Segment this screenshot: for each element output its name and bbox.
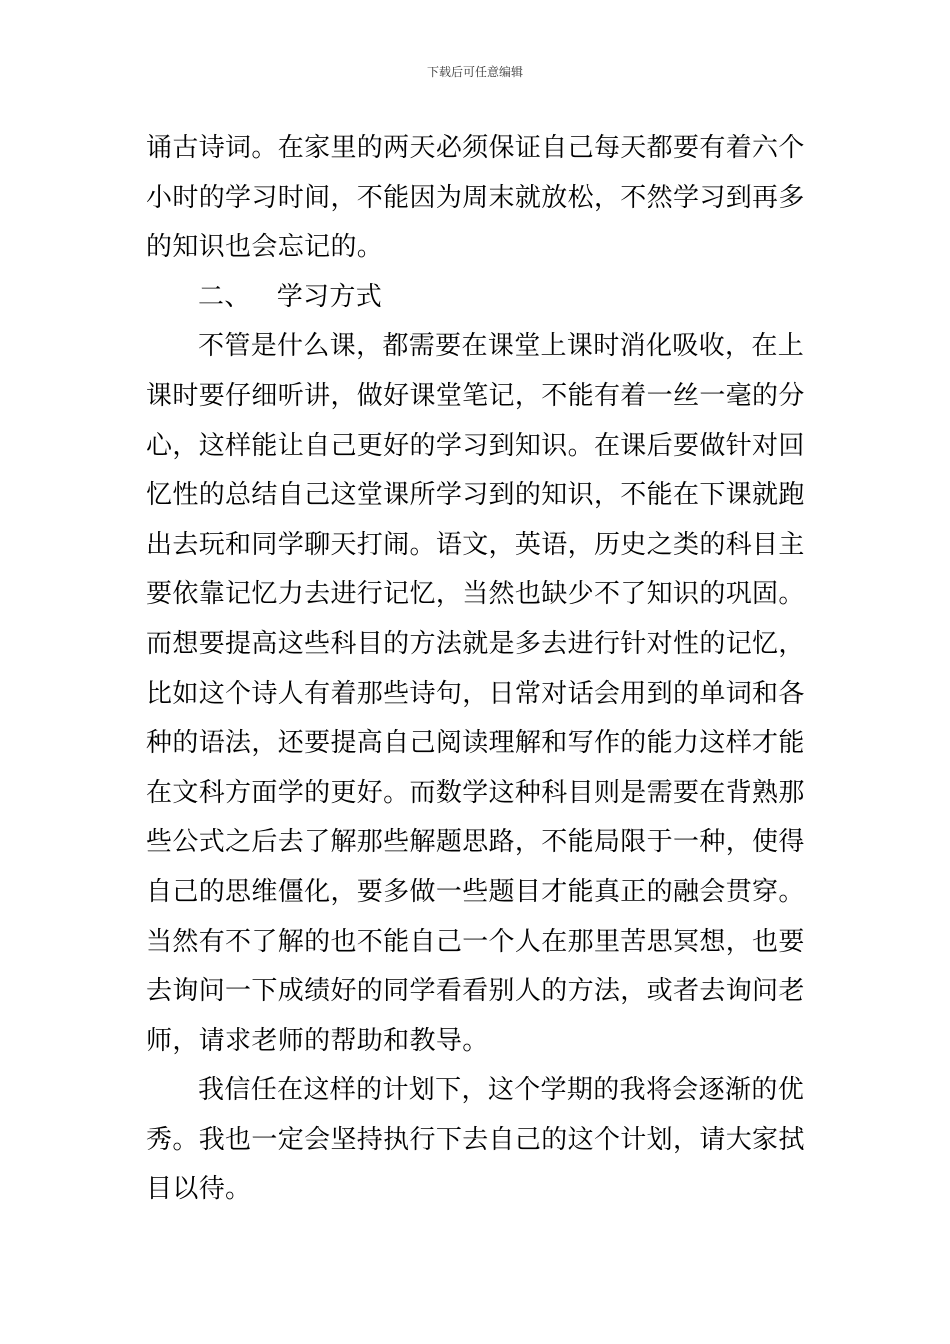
body-line: 些公式之后去了解那些解题思路，不能局限于一种，使得 <box>146 827 805 858</box>
body-line: 课时要仔细听讲，做好课堂笔记，不能有着一丝一毫的分 <box>146 380 805 411</box>
body-line: 师，请求老师的帮助和教导。 <box>146 1025 489 1056</box>
body-line: 当然有不了解的也不能自己一个人在那里苦思冥想，也要 <box>146 926 805 957</box>
document-body <box>146 124 806 1215</box>
body-line: 种的语法，还要提高自己阅读理解和写作的能力这样才能 <box>146 728 805 759</box>
body-line: 秀。我也一定会坚持执行下去自己的这个计划，请大家拭 <box>146 1124 805 1155</box>
body-line: 目以待。 <box>146 1174 252 1205</box>
body-line: 诵古诗词。在家里的两天必须保证自己每天都要有着六个 <box>146 133 805 163</box>
paragraph-first-line: 不管是什么课，都需要在课堂上课时消化吸收，在上 <box>198 331 805 362</box>
body-line: 小时的学习时间，不能因为周末就放松，不然学习到再多 <box>146 182 805 213</box>
body-line: 心，这样能让自己更好的学习到知识。在课后要做针对回 <box>146 430 805 461</box>
section-number: 二、 <box>198 281 251 312</box>
section-heading <box>146 273 806 323</box>
body-line: 自己的思维僵化，要多做一些题目才能真正的融会贯穿。 <box>146 876 805 907</box>
body-line: 而想要提高这些科目的方法就是多去进行针对性的记忆， <box>146 628 805 659</box>
body-line: 在文科方面学的更好。而数学这种科目则是需要在背熟那 <box>146 777 805 808</box>
body-line: 比如这个诗人有着那些诗句，日常对话会用到的单词和各 <box>146 678 805 709</box>
body-line: 要依靠记忆力去进行记忆，当然也缺少不了知识的巩固。 <box>146 579 805 610</box>
body-line: 忆性的总结自己这堂课所学习到的知识，不能在下课就跑 <box>146 480 805 511</box>
paragraph-first-line: 我信任在这样的计划下，这个学期的我将会逐渐的优 <box>198 1075 805 1106</box>
body-line: 去询问一下成绩好的同学看看别人的方法，或者去询问老 <box>146 976 805 1007</box>
body-line: 出去玩和同学聊天打闹。语文，英语，历史之类的科目主 <box>146 529 805 560</box>
page-header: 下载后可任意编辑 <box>426 65 523 79</box>
section-title: 学习方式 <box>276 281 383 312</box>
body-line: 的知识也会忘记的。 <box>146 232 384 263</box>
